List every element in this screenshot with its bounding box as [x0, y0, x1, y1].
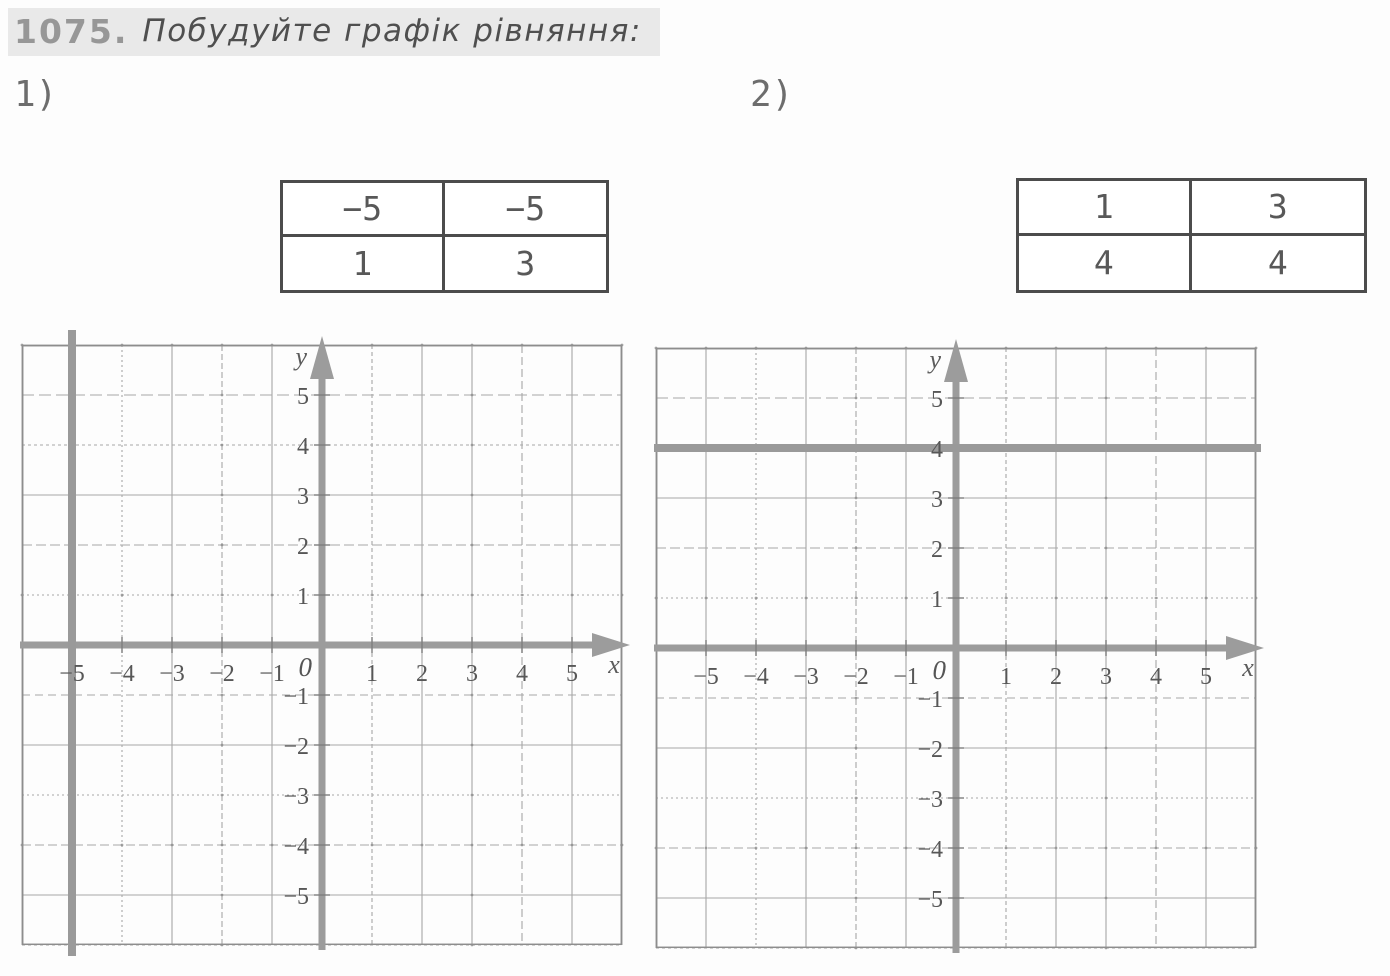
- y-tick-label: −3: [917, 787, 943, 813]
- y-tick-label: −1: [283, 684, 309, 710]
- x-tick-label: 1: [366, 661, 378, 687]
- origin-label: 0: [298, 652, 312, 682]
- y-tick-label: 4: [297, 434, 309, 460]
- x-axis-label: x: [608, 650, 620, 679]
- y-tick-label: 2: [931, 537, 943, 563]
- coordinate-plane: [22, 333, 644, 969]
- y-tick-label: 1: [931, 587, 943, 613]
- y-tick-label: 3: [297, 484, 309, 510]
- table-cell: 1: [1019, 181, 1192, 236]
- y-tick-label: 4: [931, 437, 943, 463]
- y-tick-label: −3: [283, 784, 309, 810]
- y-tick-label: −2: [917, 737, 943, 763]
- x-tick-label: 3: [466, 661, 478, 687]
- problem-title-text: Побудуйте графік рівняння:: [142, 13, 642, 49]
- x-tick-label: 2: [416, 661, 428, 687]
- y-axis-label: y: [295, 342, 307, 371]
- y-tick-label: −1: [917, 687, 943, 713]
- part-2-label: 2): [750, 74, 794, 115]
- y-tick-label: −5: [283, 884, 309, 910]
- x-tick-label: 3: [1100, 664, 1112, 690]
- x-tick-label: 5: [566, 661, 578, 687]
- y-tick-label: −4: [917, 837, 943, 863]
- table-cell: 3: [515, 243, 536, 283]
- coordinate-grid-1: [22, 333, 644, 969]
- x-tick-label: −5: [59, 661, 85, 687]
- coordinate-grid-2: [656, 336, 1278, 972]
- x-tick-label: −1: [893, 664, 919, 690]
- y-axis-arrow: [944, 339, 968, 382]
- table-cell: 3: [1192, 181, 1365, 236]
- problem-title: [8, 8, 660, 56]
- table-cell: 4: [1267, 243, 1288, 283]
- coordinate-plane: [656, 336, 1278, 972]
- y-tick-label: 2: [297, 534, 309, 560]
- x-tick-label: −5: [693, 664, 719, 690]
- value-table-2: [1016, 178, 1367, 293]
- x-tick-label: 4: [1150, 664, 1162, 690]
- part-1-label: 1): [14, 74, 58, 115]
- x-tick-label: −3: [159, 661, 185, 687]
- y-axis-arrow: [310, 336, 334, 379]
- x-tick-label: −4: [743, 664, 769, 690]
- table-cell: 1: [283, 237, 445, 291]
- problem-number: 1075.: [14, 11, 129, 51]
- tick-labels: [693, 345, 1254, 913]
- x-tick-label: 5: [1200, 664, 1212, 690]
- x-tick-label: −3: [793, 664, 819, 690]
- x-tick-label: 2: [1050, 664, 1062, 690]
- y-tick-label: −4: [283, 834, 309, 860]
- y-tick-label: 5: [297, 384, 309, 410]
- y-tick-label: 1: [297, 584, 309, 610]
- table-cell: 4: [1019, 236, 1192, 291]
- origin-label: 0: [932, 655, 946, 685]
- x-tick-label: −4: [109, 661, 135, 687]
- table-cell: −5: [283, 183, 445, 237]
- y-tick-label: −2: [283, 734, 309, 760]
- x-tick-label: 4: [516, 661, 528, 687]
- x-tick-label: −2: [843, 664, 869, 690]
- y-tick-label: −5: [917, 887, 943, 913]
- x-tick-label: 1: [1000, 664, 1012, 690]
- x-tick-label: −2: [209, 661, 235, 687]
- y-tick-label: 5: [931, 387, 943, 413]
- y-tick-label: 3: [931, 487, 943, 513]
- x-tick-label: −1: [259, 661, 285, 687]
- x-axis-label: x: [1242, 653, 1254, 682]
- table-cell: −5: [445, 183, 607, 237]
- tick-labels: [59, 342, 620, 910]
- value-table-1: [280, 180, 609, 293]
- y-axis-label: y: [929, 345, 941, 374]
